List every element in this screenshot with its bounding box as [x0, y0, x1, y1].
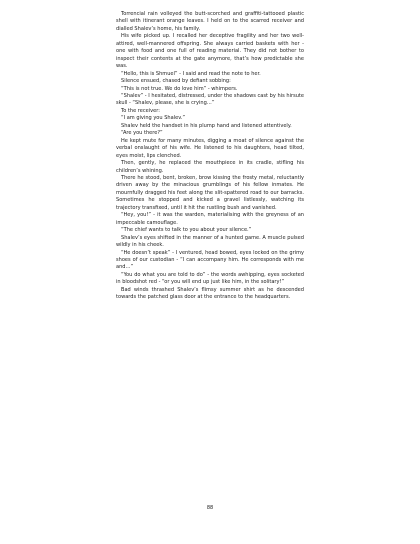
page-number: 88	[206, 505, 214, 511]
paragraph-10: “Are you there?”	[121, 130, 163, 137]
paragraph-17: “He doesn’t speak” - I ventured, head bowed, eyes locked on the grimy shoes of our custodian - “I can accompany him. He corresponds with me and…”	[116, 249, 304, 271]
paragraph-2: His wife picked up. I recalled her deceptive fragility and her two well-attired, well-mannered offspring. She always carried baskets with her - one with food and one full of reading material. They did not bother to inspect their contents at the gate anymore, that’s how predictable she was.	[116, 33, 304, 70]
paragraph-15: “The chief wants to talk to you about your silence.”	[121, 227, 252, 234]
paragraph-11: He kept mute for many minutes, digging a moat of silence against the verbal onslaught of his wife. He listened to his daughters, head tilted, eyes moist, lips clenched.	[116, 137, 304, 159]
paragraph-5: “This is not true. We do love him” - whimpers.	[121, 85, 238, 92]
paragraph-18: “You do what you are told to do” - the words awhipping, eyes socketed in bloodshot red - “or you will end up just like him, in the solitary!”	[116, 271, 304, 286]
paragraph-12: Then, gently, he replaced the mouthpiece in its cradle, stifling his children’s whining.	[116, 160, 304, 174]
paragraph-1: Torrencial rain volleyed the butt-scorched and graffiti-tattooed plastic shell with itinerant orange leaves. I held on to the scarred receiver and dialled Shalev’s home, his family.	[116, 11, 304, 32]
paragraph-9: Shalev held the handset in his plump hand and listened attentively.	[121, 122, 292, 129]
paragraph-14: “Hey, you!” - it was the warden, materialising with the greyness of an impeccable camouflage.	[116, 212, 304, 226]
body-text	[116, 11, 304, 302]
paragraph-16: Shalev’s eyes shifted in the manner of a hunted game. A muscle pulsed wildly in his cheek.	[116, 234, 304, 249]
paragraph-7: To the receiver:	[121, 107, 160, 114]
paragraph-13: There he stood, bent, broken, brow kissing the frosty metal, reluctantly driven away by the minacious grumblings of his fellow inmates. He mournfully dragged his feet along the slit-spattered road to our barracks. Sometimes he stopped and kicked a gravel listlessly, watching its trajectory transfixed, until it hit the rustling bush and vanished.	[116, 174, 304, 211]
paragraph-4: Silence ensued, chased by defiant sobbing:	[121, 78, 231, 85]
paragraph-6: “Shalev” - I hesitated, distressed, under the shadows cast by his hirsute skull - “Shalev, please, she is crying…”	[116, 92, 304, 107]
paragraph-8: “I am giving you Shalev.”	[121, 115, 186, 122]
paragraph-19: Bad winds thrashed Shalev’s flimsy summer shirt as he descended towards the patched glass door at the entrance to the headquarters.	[116, 286, 304, 301]
paragraph-3: “Hello, this is Shmuel” - I said and read the note to her.	[121, 70, 261, 77]
